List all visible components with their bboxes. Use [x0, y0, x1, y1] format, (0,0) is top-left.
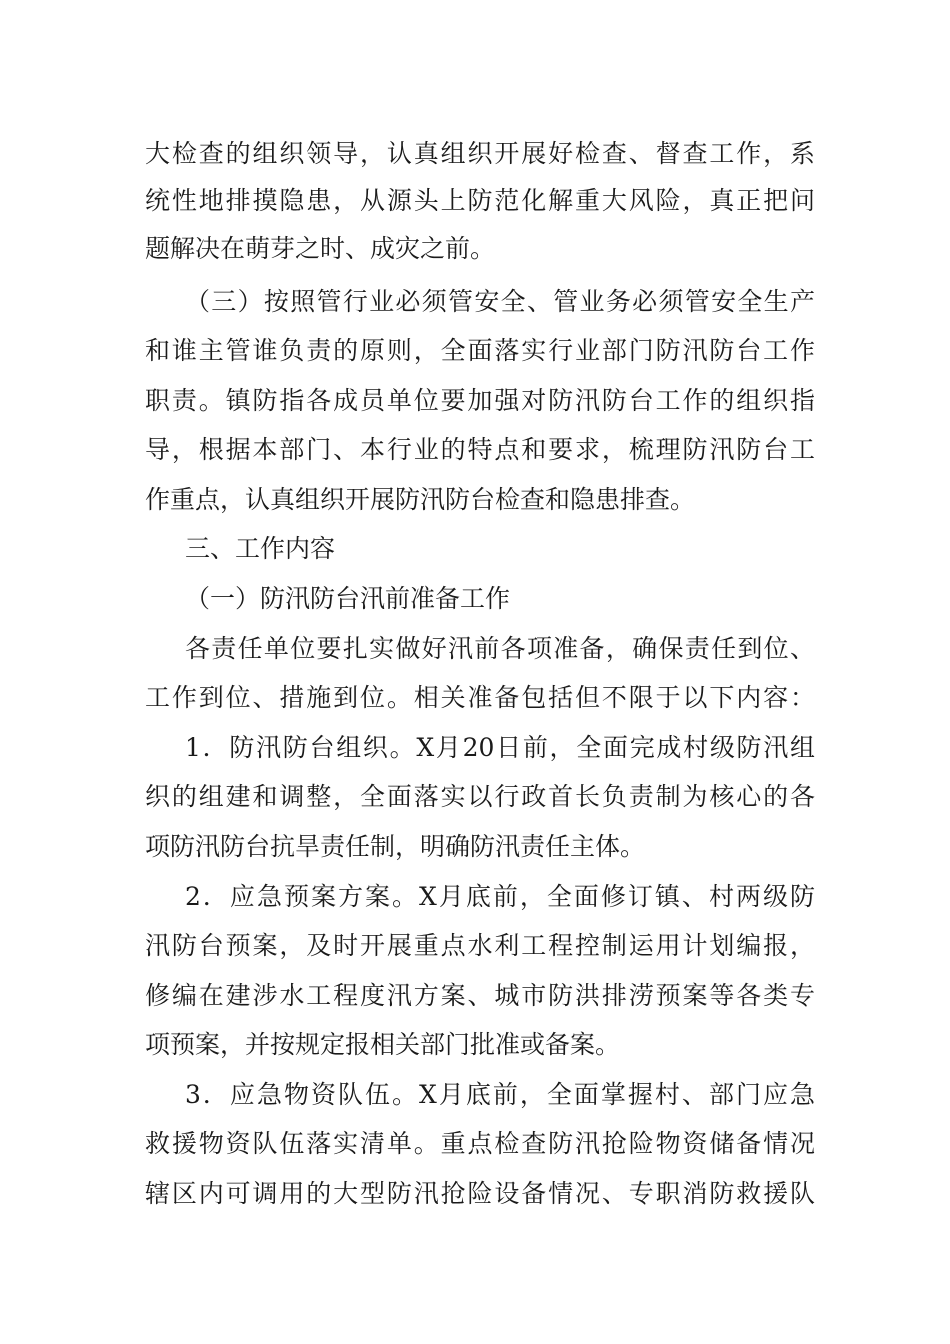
- text-line: 辖区内可调用的大型防汛抢险设备情况、专职消防救援队: [145, 1179, 815, 1208]
- text-line: 项防汛防台抗旱责任制，明确防汛责任主体。: [145, 832, 646, 861]
- list-item-3: 3．应急物资队伍。X月底前，全面掌握村、部门应急: [185, 1080, 815, 1109]
- text-line: 织的组建和调整，全面落实以行政首长负责制为核心的各: [145, 782, 815, 811]
- text-line: 职责。镇防指各成员单位要加强对防汛防台工作的组织指: [145, 386, 815, 415]
- text-line: 统性地排摸隐患，从源头上防范化解重大风险，真正把问: [145, 186, 815, 215]
- text-line: 题解决在萌芽之时、成灾之前。: [145, 234, 496, 263]
- text-line: 救援物资队伍落实清单。重点检查防汛抢险物资储备情况: [145, 1129, 815, 1158]
- text-line: 和谁主管谁负责的原则，全面落实行业部门防汛防台工作: [145, 336, 815, 365]
- text-line: 汛防台预案，及时开展重点水利工程控制运用计划编报，: [145, 931, 815, 960]
- text-line: 修编在建涉水工程度汛方案、城市防洪排涝预案等各类专: [145, 981, 815, 1010]
- text-line: 导，根据本部门、本行业的特点和要求，梳理防汛防台工: [145, 435, 815, 464]
- text-line: 大检查的组织领导，认真组织开展好检查、督查工作，系: [145, 139, 815, 168]
- list-item-2: 2．应急预案方案。X月底前，全面修订镇、村两级防: [185, 882, 815, 911]
- chapter-heading: 三、工作内容: [185, 534, 336, 563]
- text-line: 工作到位、措施到位。相关准备包括但不限于以下内容：: [145, 683, 815, 712]
- subsection-heading: （一）防汛防台汛前准备工作: [185, 584, 511, 613]
- section-heading-3: （三）按照管行业必须管安全、管业务必须管安全生产: [185, 287, 815, 316]
- text-line: 作重点，认真组织开展防汛防台检查和隐患排查。: [145, 485, 696, 514]
- text-line: 项预案，并按规定报相关部门批准或备案。: [145, 1030, 621, 1059]
- text-line: 各责任单位要扎实做好汛前各项准备，确保责任到位、: [185, 634, 815, 663]
- list-item-1: 1．防汛防台组织。X月20日前，全面完成村级防汛组: [185, 733, 815, 762]
